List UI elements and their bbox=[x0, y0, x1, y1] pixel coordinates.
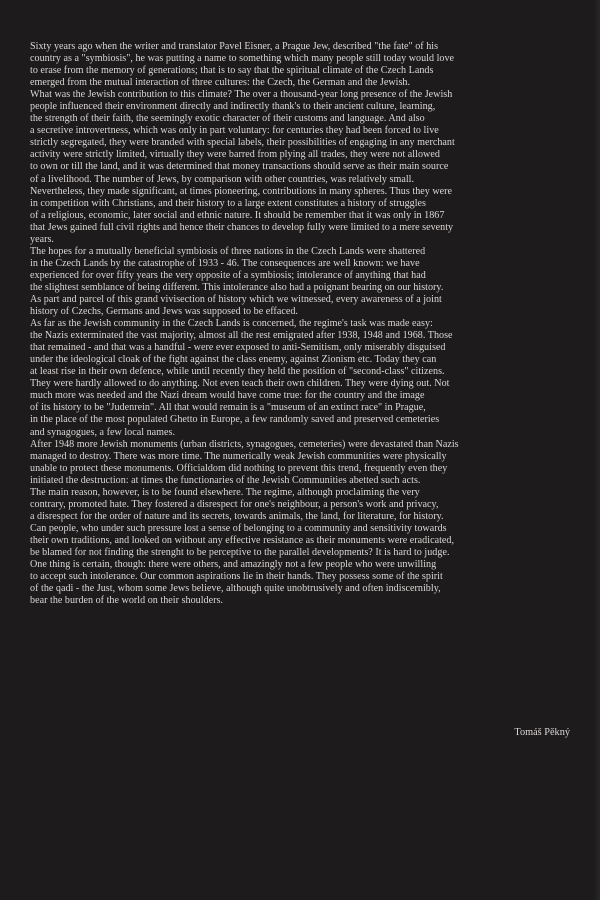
text-line: and synagogues, a few local names. bbox=[30, 426, 176, 438]
text-line: After 1948 more Jewish monuments (urban districts, synagogues, cemeteries) were devastated than Nazis bbox=[30, 438, 459, 450]
text-line: One thing is certain, though: there were others, and amazingly not a few people who were unwilling bbox=[30, 559, 437, 571]
text-line: unable to protect these monuments. Officialdom did nothing to prevent this trend, frequently even they bbox=[30, 462, 448, 474]
text-line: experienced for over fifty years the very opposite of a symbiosis; intolerance of anything that had bbox=[30, 269, 426, 281]
text-line: As part and parcel of this grand vivisection of history which we witnessed, every awareness of a joint bbox=[30, 293, 442, 305]
text-line: initiated the destruction: at times the functionaries of the Jewish Communities abetted such acts. bbox=[30, 474, 421, 486]
text-line: managed to destroy. There was more time. The numerically weak Jewish communities were physically bbox=[30, 450, 447, 462]
text-line: at least rise in their own defence, while until recently they held the position of "second-class" citizens. bbox=[30, 366, 445, 378]
text-line: their own traditions, and looked on without any effective resistance as their monuments were eradicated, bbox=[30, 534, 455, 546]
text-line: much more was needed and the Nazi dream would have come true: for the country and the image bbox=[30, 390, 425, 402]
text-line: They were hardly allowed to do anything. Not even teach their own children. They were dying out. Not bbox=[30, 378, 450, 390]
text-line: Can people, who under such pressure lost a sense of belonging to a community and sensitivity towards bbox=[30, 522, 447, 534]
text-line: under the ideological cloak of the fight against the class enemy, against Zionism etc. Today they can bbox=[30, 354, 437, 366]
text-line: that Jews gained full civil rights and hence their chances to develop fully were limited to a mere seventy bbox=[30, 221, 454, 233]
text-line: people influenced their environment directly and indirectly thank's to their ancient culture, learning, bbox=[30, 101, 436, 113]
text-line: in the place of the most populated Ghetto in Europe, a few randomly saved and preserved cemeteries bbox=[30, 414, 440, 426]
text-line: The main reason, however, is to be found elsewhere. The regime, although proclaiming the very bbox=[30, 486, 420, 498]
author-signature: Tomáš Pěkný bbox=[514, 727, 570, 738]
text-line: that remained - and that was a handful - were ever exposed to anti-Semitism, only miserably disguised bbox=[30, 342, 446, 354]
text-line: of the qadi - the Just, whom some Jews believe, although quite unobtrusively and often indiscernibly, bbox=[30, 583, 441, 595]
text-line: in competition with Christians, and their history to a large extent constitutes a history of struggles bbox=[30, 197, 427, 209]
text-line: be blamed for not finding the strenght to be perceptive to the parallel developments? It is hard to judge. bbox=[30, 546, 450, 558]
text-line: bear the burden of the world on their shoulders. bbox=[30, 595, 223, 607]
text-line: contrary, promoted hate. They fostered a disrespect for one's neighbour, a person's work and privacy, bbox=[30, 498, 439, 510]
text-line: emerged from the mutual interaction of three cultures: the Czech, the German and the Jewish. bbox=[30, 77, 411, 89]
text-line: to erase from the memory of generations; that is to say that the spiritual climate of the Czech Lands bbox=[30, 65, 434, 77]
text-line: activity were strictly limited, virtually they were barred from plying all trades, they were not allowed bbox=[30, 149, 440, 161]
text-line: the Nazis exterminated the vast majority, almost all the rest emigrated after 1938, 1948 and 1968. Those bbox=[30, 330, 453, 342]
text-line: in the Czech Lands by the catastrophe of 1933 - 46. The consequences are well known: we have bbox=[30, 257, 420, 269]
text-line: history of Czechs, Germans and Jews was supposed to be effaced. bbox=[30, 306, 298, 318]
text-line: the slightest semblance of being different. This intolerance also had a poignant bearing on our history. bbox=[30, 281, 444, 293]
text-line: of its history to be "Judenrein". All that would remain is a "museum of an extinct race" in Prague, bbox=[30, 402, 426, 414]
text-line: strictly segregated, they were branded with special labels, their possibilities of engaging in any merchant bbox=[30, 137, 455, 149]
text-line: What was the Jewish contribution to this climate? The over a thousand-year long presence of the Jewish bbox=[30, 89, 453, 101]
text-line: to own or till the land, and it was determined that money transactions should serve as their main source bbox=[30, 161, 449, 173]
text-line: a secretive introvertness, which was only in part voluntary: for centuries they had been forced to live bbox=[30, 125, 439, 137]
text-line: of a livelihood. The number of Jews, by comparison with other countries, was relatively small. bbox=[30, 173, 415, 185]
article-body bbox=[30, 41, 570, 607]
text-line: of a religious, economic, later social and ethnic nature. It should be remember that it was only in 1867 bbox=[30, 209, 445, 221]
text-line: to accept such intolerance. Our common aspirations lie in their hands. They possess some of the spirit bbox=[30, 571, 443, 583]
text-line: the strength of their faith, the seemingly exotic character of their customs and language. And also bbox=[30, 113, 425, 125]
text-line: years. bbox=[30, 233, 54, 245]
text-line: a disrespect for the order of nature and its secrets, towards animals, the land, for literature, for history. bbox=[30, 510, 444, 522]
text-line: Nevertheless, they made significant, at times pioneering, contributions in many spheres. Thus they were bbox=[30, 185, 453, 197]
text-line: country as a "symbiosis", he was putting a name to something which many people still today would love bbox=[30, 53, 455, 65]
text-line: As far as the Jewish community in the Czech Lands is concerned, the regime's task was made easy: bbox=[30, 318, 433, 330]
text-line: The hopes for a mutually beneficial symbiosis of three nations in the Czech Lands were shattered bbox=[30, 245, 426, 257]
text-line: Sixty years ago when the writer and translator Pavel Eisner, a Prague Jew, described "the fate" of his bbox=[30, 41, 439, 52]
